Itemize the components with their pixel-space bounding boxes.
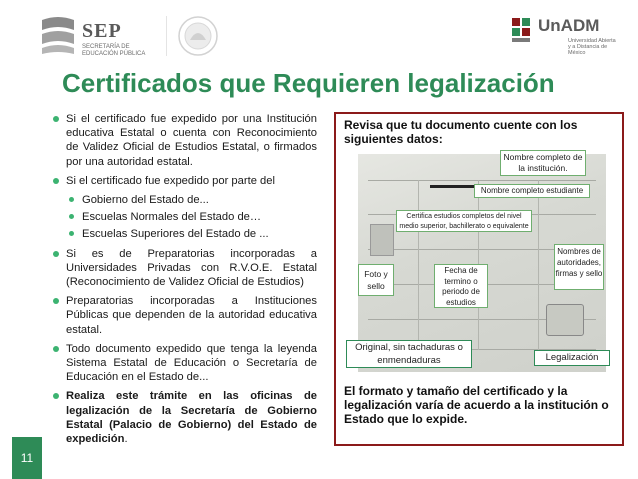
callout-nombre-estudiante: Nombre completo estudiante: [474, 184, 590, 198]
sub-list-item: Gobierno del Estado de...: [52, 193, 317, 207]
box-heading: Revisa que tu documento cuente con los siguientes datos:: [344, 118, 578, 146]
unadm-title: UnADM: [538, 16, 600, 35]
unadm-emblem-icon: [512, 16, 538, 50]
callout-nombre-institucion: Nombre completo de la institución.: [500, 150, 586, 176]
list-item-text: Si el certificado fue expedido por parte del: [66, 174, 275, 187]
list-item: Todo documento expedido que tenga la leyenda Sistema Estatal de Educación o Secretaría de Educación en el Estado de...: [52, 342, 317, 385]
sep-subtitle: SECRETARÍA DE EDUCACIÓN PÚBLICA: [82, 44, 146, 57]
stamp: [546, 304, 584, 336]
unadm-subtitle: Universidad Abierta y a Distancia de México: [568, 38, 616, 56]
callout-original: Original, sin tachaduras o enmendaduras: [346, 340, 472, 368]
list-item: Si el certificado fue expedido por una Institución educativa Estatal o cuenta con Reconocimiento de Validez Oficial de Estudios Estatal, o firmados por una autoridad estatal.: [52, 112, 317, 169]
redaction-bar: [430, 185, 480, 188]
callout-legalizacion: Legalización: [534, 350, 610, 366]
list-item: Si es de Preparatorias incorporadas a Universidades Privadas con R.V.O.E. Estatal (Reconocimiento de Validez Oficial de Estudios): [52, 247, 317, 290]
list-item: [52, 174, 317, 188]
sub-list-item: Escuelas Normales del Estado de…: [52, 210, 317, 224]
sep-logo-block: [38, 14, 238, 58]
page-number: 11: [12, 437, 42, 479]
highlight-text-end: expedición: [66, 433, 125, 446]
list-item-highlight: [52, 389, 317, 446]
highlight-period: .: [124, 433, 128, 446]
highlight-text: Realiza este trámite en las oficinas de legalización de la Secretaría de Gobierno Estatal (Palacio de Gobierno) del Estado de: [66, 390, 317, 431]
callout-fecha-termino: Fecha de termino o periodo de estudios: [434, 264, 488, 308]
callout-certifica-estudios: Certifica estudios completos del nivel medio superior, bachillerato o equivalente: [396, 210, 532, 232]
sep-emblem-icon: [38, 14, 78, 58]
mexico-seal-icon: [166, 14, 226, 58]
list-item: Preparatorias incorporadas a Instituciones Públicas que dependen de la autoridad educativa estatal.: [52, 294, 317, 337]
sep-title: SEP: [82, 20, 122, 42]
unadm-logo-block: [510, 12, 620, 62]
requirements-list: [52, 112, 317, 451]
sub-list-item: Escuelas Superiores del Estado de ...: [52, 227, 317, 241]
callout-nombres-autoridades: Nombres de autoridades, firmas y sello: [554, 244, 604, 290]
callout-foto-sello: Foto y sello: [358, 264, 394, 296]
box-footer: El formato y tamaño del certificado y la legalización varía de acuerdo a la institución o Estado que lo expide.: [344, 384, 609, 426]
document-checklist-box: [334, 112, 624, 446]
page-title: Certificados que Requieren legalización: [62, 68, 555, 98]
photo-placeholder: [370, 224, 394, 256]
